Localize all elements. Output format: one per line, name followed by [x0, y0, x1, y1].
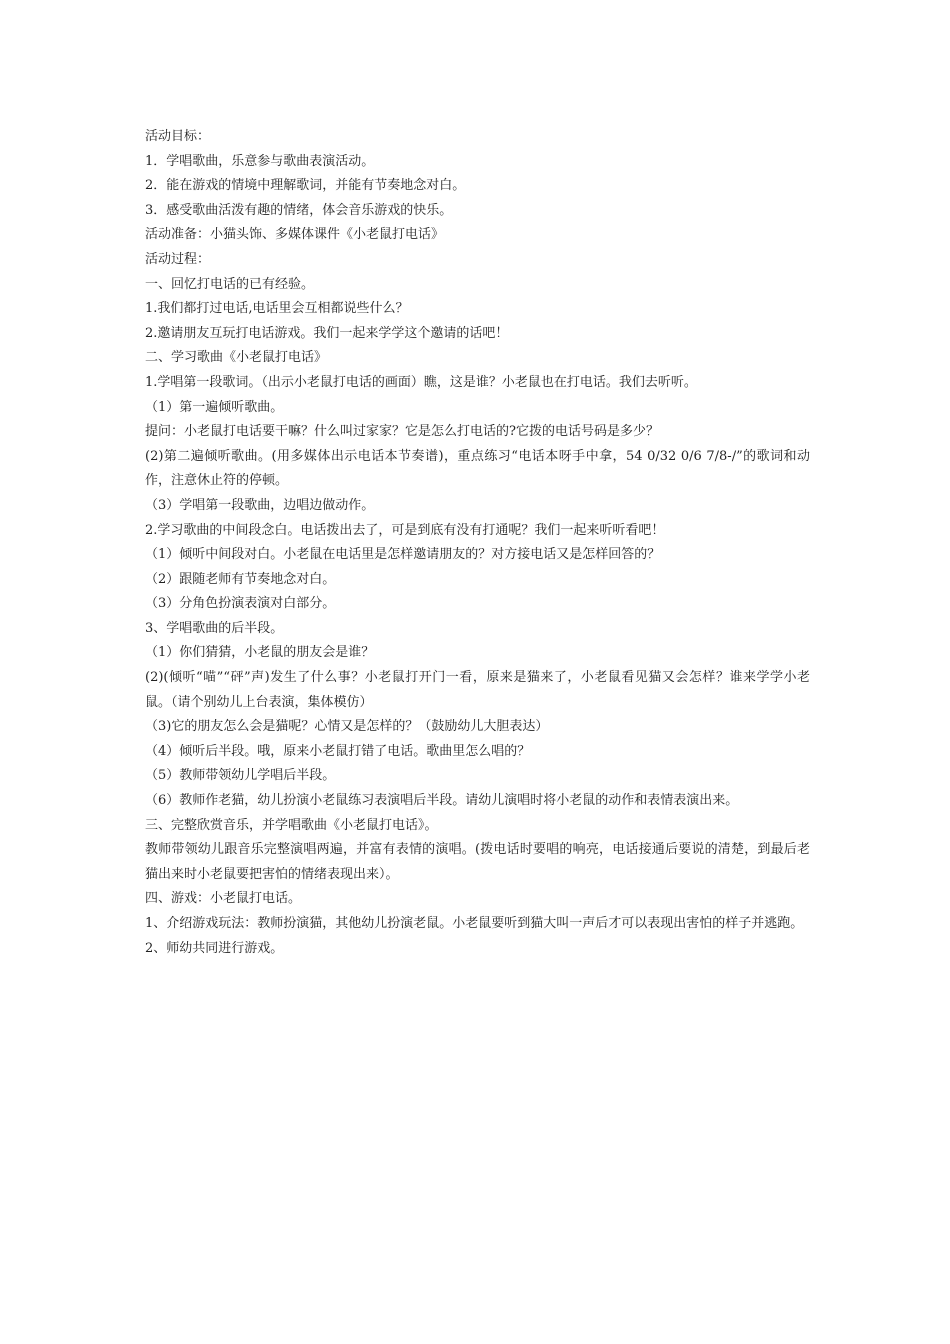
- step-heading-3: 三、完整欣赏音乐，并学唱歌曲《小老鼠打电话》。: [145, 817, 438, 833]
- paragraph: 2.邀请朋友互玩打电话游戏。我们一起来学学这个邀请的话吧！: [145, 325, 509, 341]
- preparation-line: 活动准备：小猫头饰、多媒体课件《小老鼠打电话》: [145, 227, 445, 243]
- paragraph: 提问：小老鼠打电话要干嘛？什么叫过家家？它是怎么打电话的?它拨的电话号码是多少？: [145, 424, 659, 440]
- goal-item-3: 3．感受歌曲活泼有趣的情绪，体会音乐游戏的快乐。: [145, 202, 453, 218]
- paragraph: （5）教师带领幼儿学唱后半段。: [145, 768, 336, 784]
- paragraph: （3）学唱第一段歌曲，边唱边做动作。: [145, 497, 375, 513]
- paragraph: （1）你们猜猜，小老鼠的朋友会是谁？: [145, 645, 375, 661]
- paragraph: 1.我们都打过电话,电话里会互相都说些什么？: [145, 301, 409, 317]
- paragraph: （1）第一遍倾听歌曲。: [145, 399, 284, 415]
- paragraph: （2）跟随老师有节奏地念对白。: [145, 571, 336, 587]
- document-body: [145, 125, 810, 961]
- step-heading-1: 一、回忆打电话的已有经验。: [145, 276, 315, 292]
- section-heading-process: 活动过程：: [145, 251, 211, 267]
- paragraph: （3）分角色扮演表演对白部分。: [145, 596, 336, 612]
- section-heading-goals: 活动目标：: [145, 129, 211, 144]
- paragraph: （1）倾听中间段对白。小老鼠在电话里是怎样邀请朋友的？对方接电话又是怎样回答的？: [145, 547, 661, 563]
- paragraph: (2)第二遍倾听歌曲。(用多媒体出示电话本节奏谱)，重点练习“电话本呀手中拿，54 0/32 0/6 7/8-/”的歌词和动作，注意休止符的停顿。: [145, 448, 810, 489]
- paragraph: 教师带领幼儿跟音乐完整演唱两遍，并富有表情的演唱。(拨电话时要唱的响亮，电话接通后要说的清楚，到最后老猫出来时小老鼠要把害怕的情绪表现出来）。: [145, 842, 810, 882]
- paragraph: （4）倾听后半段。哦，原来小老鼠打错了电话。歌曲里怎么唱的？: [145, 743, 531, 759]
- paragraph: （6）教师作老猫，幼儿扮演小老鼠练习表演唱后半段。请幼儿演唱时将小老鼠的动作和表情表演出来。: [145, 793, 739, 809]
- paragraph: 2.学习歌曲的中间段念白。电话拨出去了，可是到底有没有打通呢？我们一起来听听看吧！: [145, 522, 665, 538]
- goal-item-1: 1．学唱歌曲，乐意参与歌曲表演活动。: [145, 153, 375, 169]
- step-heading-4: 四、游戏：小老鼠打电话。: [145, 891, 302, 907]
- goal-item-2: 2．能在游戏的情境中理解歌词，并能有节奏地念对白。: [145, 178, 466, 194]
- paragraph: 1、介绍游戏玩法：教师扮演猫，其他幼儿扮演老鼠。小老鼠要听到猫大叫一声后才可以表现出害怕的样子并逃跑。: [145, 916, 804, 931]
- paragraph: （3)它的朋友怎么会是猫呢？心情又是怎样的？（鼓励幼儿大胆表达）: [145, 719, 549, 735]
- paragraph: 2、师幼共同进行游戏。: [145, 940, 284, 956]
- paragraph: (2)(倾听“喵”“砰”声)发生了什么事？小老鼠打开门一看，原来是猫来了，小老鼠看见猫又会怎样？谁来学学小老鼠。（请个别幼儿上台表演，集体模仿）: [145, 670, 810, 710]
- paragraph: 1.学唱第一段歌词。（出示小老鼠打电话的画面）瞧，这是谁？小老鼠也在打电话。我们去听听。: [145, 374, 697, 390]
- step-heading-2: 二、学习歌曲《小老鼠打电话》: [145, 350, 328, 366]
- paragraph: 3、学唱歌曲的后半段。: [145, 620, 284, 636]
